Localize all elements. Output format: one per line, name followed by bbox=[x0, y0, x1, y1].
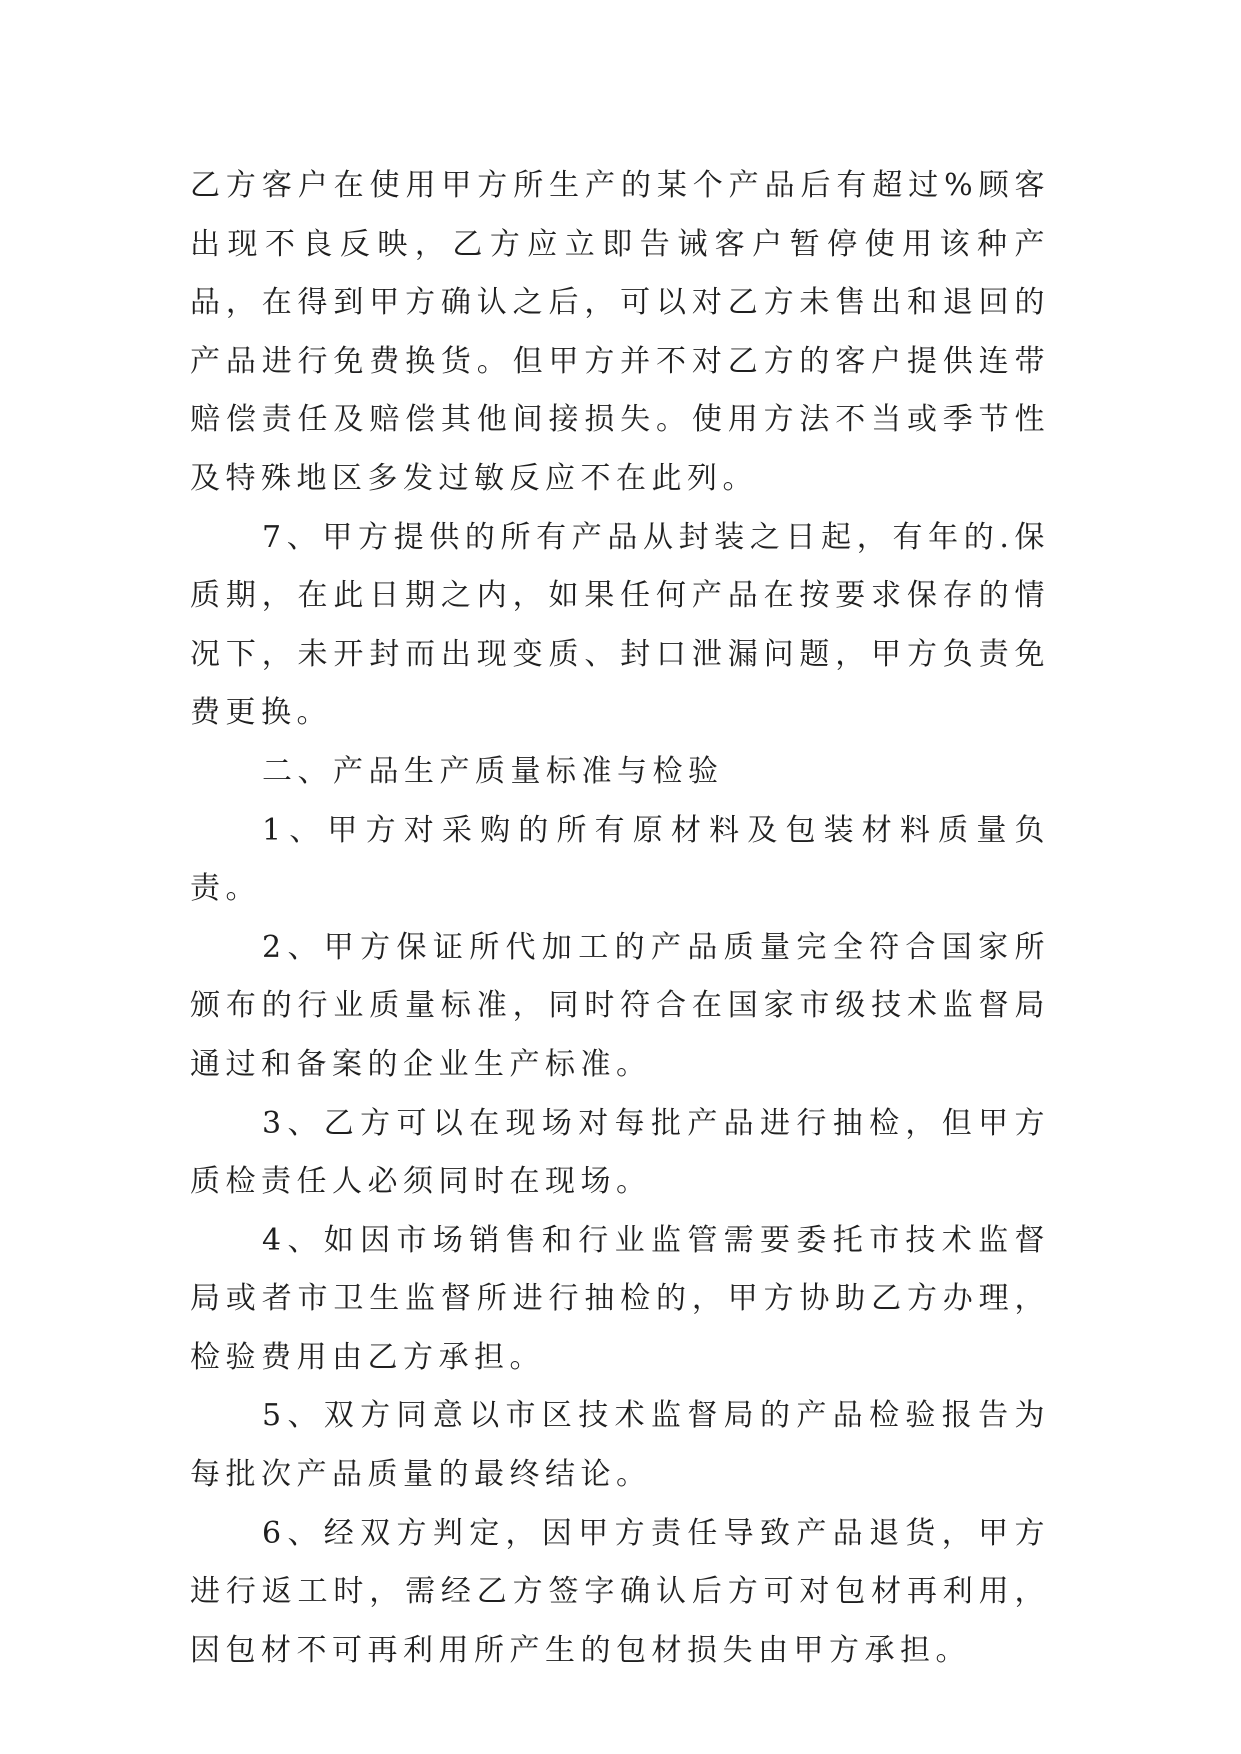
paragraph-item-2: 2、甲方保证所代加工的产品质量完全符合国家所颁布的行业质量标准，同时符合在国家市级技术监督局通过和备案的企业生产标准。 bbox=[190, 929, 1050, 1082]
paragraph-item-3: 3、乙方可以在现场对每批产品进行抽检，但甲方质检责任人必须同时在现场。 bbox=[190, 1105, 1050, 1200]
paragraph-item-4: 4、如因市场销售和行业监管需要委托市技术监督局或者市卫生监督所进行抽检的，甲方协助乙方办理，检验费用由乙方承担。 bbox=[190, 1222, 1050, 1375]
paragraph-item-1: 1、甲方对采购的所有原材料及包装材料质量负责。 bbox=[190, 812, 1050, 907]
paragraph-item-6: 6、经双方判定，因甲方责任导致产品退货，甲方进行返工时，需经乙方签字确认后方可对包材再利用，因包材不可再利用所产生的包材损失由甲方承担。 bbox=[190, 1515, 1050, 1668]
paragraph-continuation: 乙方客户在使用甲方所生产的某个产品后有超过%顾客出现不良反映，乙方应立即告诫客户暂停使用该种产品，在得到甲方确认之后，可以对乙方未售出和退回的产品进行免费换货。但甲方并不对乙方的客户提供连带赔偿责任及赔偿其他间接损失。使用方法不当或季节性及特殊地区多发过敏反应不在此列。 bbox=[190, 168, 1050, 496]
paragraph-item-7: 7、甲方提供的所有产品从封装之日起，有年的.保质期，在此日期之内，如果任何产品在按要求保存的情况下，未开封而出现变质、封口泄漏问题，甲方负责免费更换。 bbox=[190, 519, 1050, 731]
section-heading: 二、产品生产质量标准与检验 bbox=[262, 753, 724, 789]
paragraph-item-5: 5、双方同意以市区技术监督局的产品检验报告为每批次产品质量的最终结论。 bbox=[190, 1398, 1050, 1493]
document-body bbox=[190, 157, 1050, 1680]
